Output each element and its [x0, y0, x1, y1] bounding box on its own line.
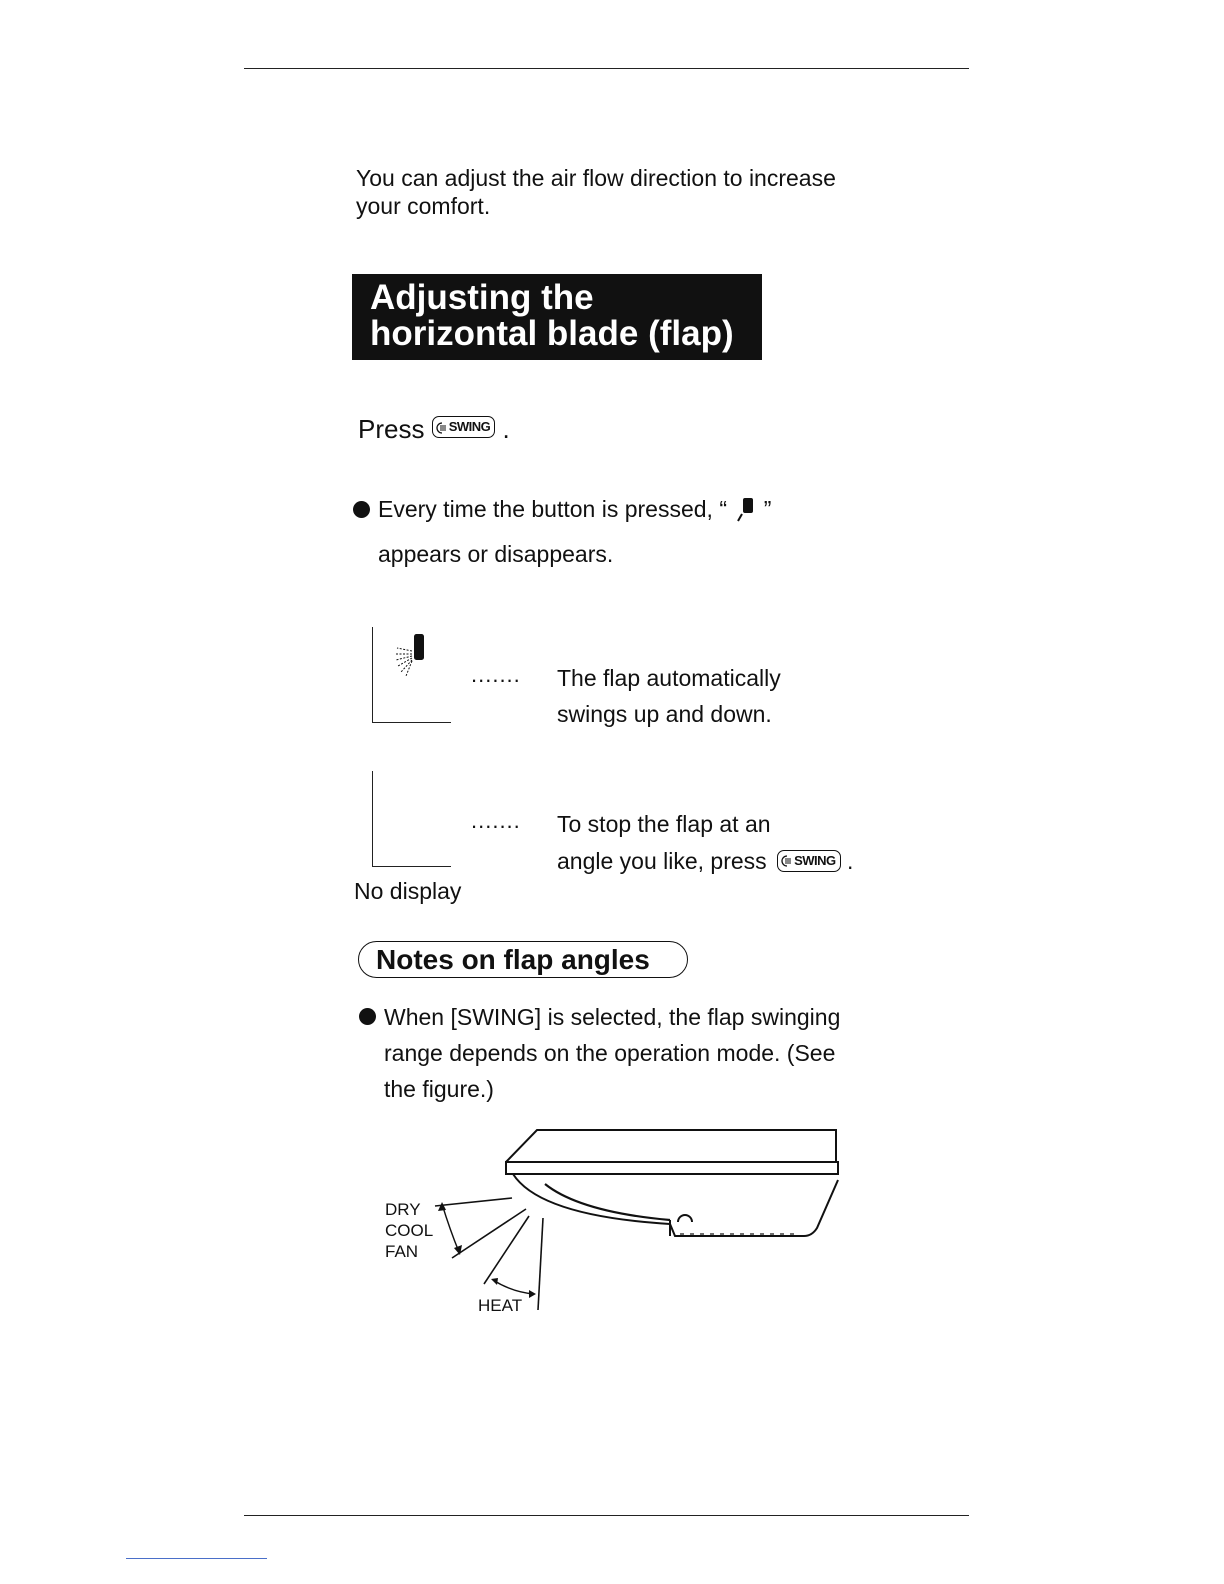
swing-dots: ....... — [471, 662, 521, 687]
notes-line-3: the figure.) — [384, 1076, 494, 1102]
press-trailing: . — [502, 414, 510, 444]
swing-button[interactable] — [432, 416, 496, 438]
notes-line-2: range depends on the operation mode. (See — [384, 1040, 836, 1066]
intro-line-2: your comfort. — [356, 193, 491, 219]
footer-link-underline — [126, 1558, 267, 1559]
label-dry: DRY — [385, 1200, 421, 1219]
press-label: Press — [358, 414, 425, 444]
flap-icon — [733, 495, 757, 523]
press-instruction — [358, 412, 510, 446]
section-heading-line-1: Adjusting the — [370, 278, 594, 317]
top-rule — [244, 68, 969, 69]
label-fan: FAN — [385, 1242, 419, 1261]
bullet-toggle-line-2: appears or disappears. — [378, 541, 614, 567]
flap-swing-icon — [392, 632, 432, 680]
label-cool: COOL — [385, 1221, 434, 1240]
no-display-caption: No display — [354, 878, 462, 904]
bullet-toggle-line-1: Every time the button is pressed, “ ” — [378, 496, 772, 522]
no-display-dots: ....... — [471, 808, 521, 833]
display-frame-empty — [372, 771, 451, 867]
intro-line-1: You can adjust the air flow direction to increase — [356, 165, 836, 191]
section-heading — [352, 274, 762, 360]
swing-button-label: SWING — [448, 419, 491, 435]
swing-button-icon — [781, 855, 793, 867]
notes-title: Notes on flap angles — [358, 941, 688, 978]
bullet-icon — [353, 501, 370, 518]
intro-paragraph — [356, 164, 916, 220]
unit-figure — [380, 1124, 860, 1324]
bullet-icon — [359, 1008, 376, 1025]
no-display-line-2: angle you like, press SWING . — [557, 848, 854, 874]
swing-button-inline-label: SWING — [794, 852, 836, 868]
swing-button-inline[interactable] — [777, 850, 841, 872]
swing-button-icon — [436, 422, 448, 434]
section-heading-line-2: horizontal blade (flap) — [370, 314, 734, 353]
label-heat: HEAT — [478, 1296, 523, 1315]
bottom-rule — [244, 1515, 969, 1516]
no-display-line-1: To stop the flap at an — [557, 811, 771, 837]
notes-line-1: When [SWING] is selected, the flap swinging — [384, 1004, 841, 1030]
swing-line-1: The flap automatically — [557, 665, 781, 691]
swing-line-2: swings up and down. — [557, 701, 772, 727]
